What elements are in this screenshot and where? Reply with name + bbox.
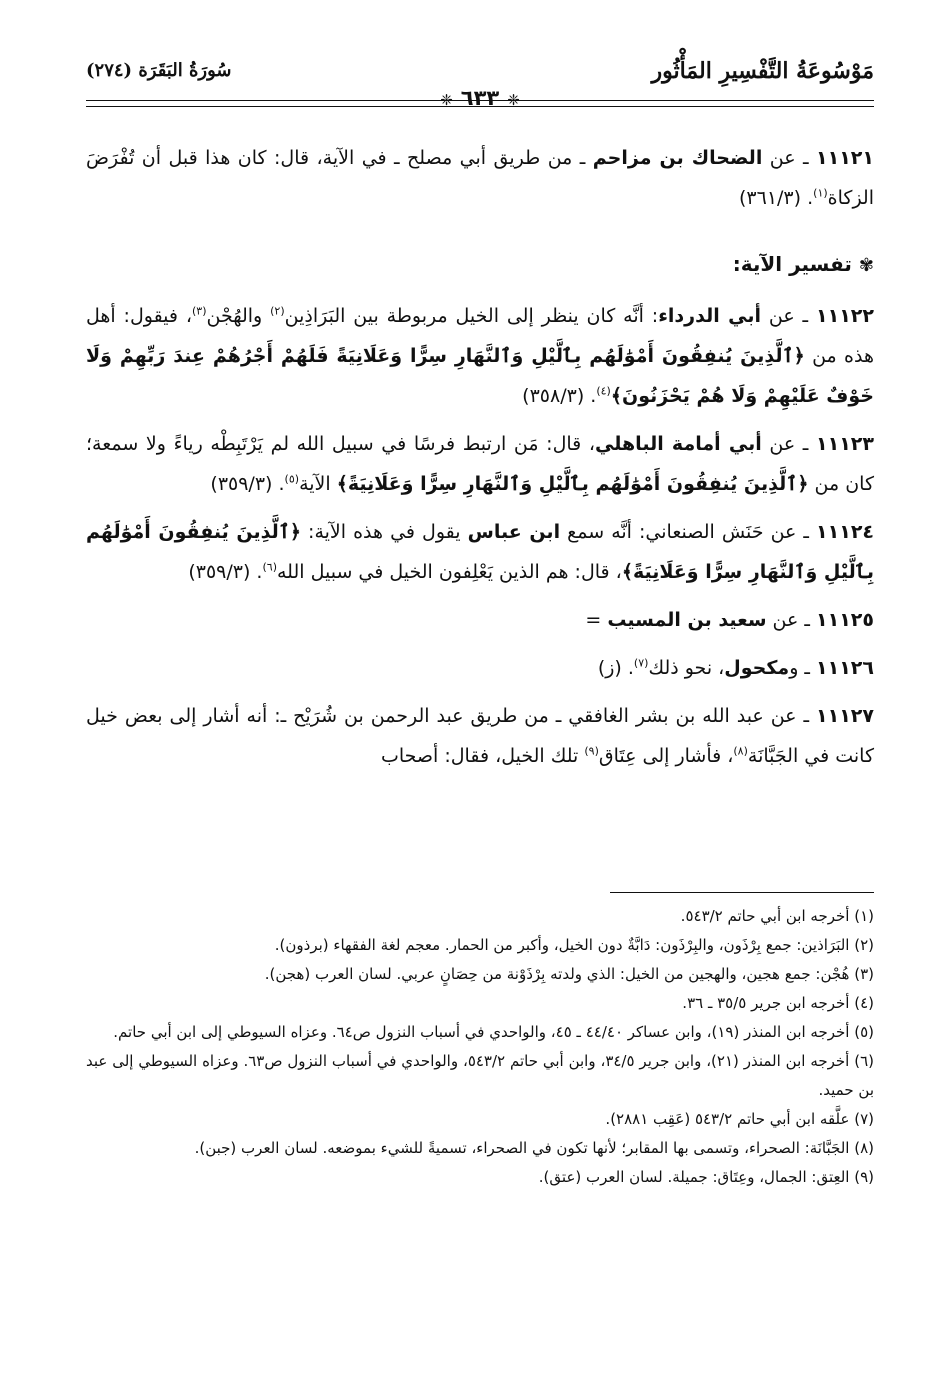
text-run: . (٣٥٩/٣): [188, 561, 263, 583]
text-run: . (٣٥٩/٣): [210, 473, 285, 495]
paragraph-11122: [86, 296, 874, 416]
text-run: يقول في هذه الآية:: [301, 521, 468, 543]
footnote-ref: (٣): [191, 304, 207, 318]
text-run: . (ز): [597, 657, 634, 679]
footnote-8: (٨) الجَبَّانَة: الصحراء، وتسمى بها المقابر؛ لأنها تكون في الصحراء، تسميةً للشيء بموضعه. لسان العرب (جبن).: [194, 1139, 874, 1157]
narrator-name: ابن عباس: [467, 521, 561, 543]
footnote-1: (١) أخرجه ابن أبي حاتم ٥٤٣/٢.: [680, 907, 874, 925]
text-run: . (٣٦١/٣): [738, 187, 814, 209]
ornament-icon: ❈: [440, 91, 453, 109]
footnote-ref: (٨): [733, 744, 748, 758]
text-run: ، قال: هم الذين يَعْلِفون الخيل في سبيل الله: [277, 561, 622, 583]
book-title: مَوْسُوعَةُ التَّفْسِيرِ المَأْثُور: [651, 58, 874, 84]
text-run: . (٣٥٨/٣): [522, 385, 597, 407]
ornament-icon: ❈: [507, 91, 520, 109]
heading-text: تفسير الآية:: [732, 252, 852, 276]
paragraph-number: ١١١٢٧: [816, 705, 874, 727]
footnote-6: (٦) أخرجه ابن المنذر (٢١)، وابن جرير ٣٤/٥، وابن أبي حاتم ٥٤٣/٢، والواحدي في أسباب النزول ص٦٣. وعزاه السيوطي إلى عبد بن حميد.: [86, 1052, 875, 1099]
flower-icon: ✾: [858, 255, 874, 276]
text-run: =: [585, 609, 608, 631]
running-header: [86, 58, 874, 110]
paragraph-11127: [86, 696, 874, 776]
paragraph-11125: [86, 600, 874, 640]
narrator-name: أبي الدرداء: [658, 305, 762, 327]
footnote-ref: (٥): [284, 472, 300, 486]
footnote-ref: (١): [813, 186, 828, 200]
paragraph-number: ١١١٢٤: [816, 521, 875, 543]
text-run: ـ عن: [761, 433, 816, 455]
footnotes: [86, 902, 874, 1192]
footnote-separator: [610, 892, 874, 893]
text-run: ، فأشار إلى عِتَاق: [598, 745, 734, 767]
text-run: ـ عن: [762, 147, 817, 169]
paragraph-number: ١١١٢١: [816, 147, 874, 169]
text-run: الآية: [299, 473, 337, 495]
text-run: ـ عن: [761, 305, 816, 327]
footnote-7: (٧) علَّقه ابن أبي حاتم ٥٤٣/٢ (عَقِب ٢٨٨١).: [605, 1110, 874, 1128]
footnote-ref: (٩): [584, 744, 599, 758]
paragraph-number: ١١١٢٣: [816, 433, 874, 455]
text-run: تلك الخيل، فقال: أصحاب: [380, 745, 585, 767]
text-run: ـ عن: [766, 609, 817, 631]
paragraph-number: ١١١٢٢: [816, 305, 874, 327]
text-run: ، نحو ذلك: [648, 657, 725, 679]
page-number: ٦٣٣: [460, 86, 500, 110]
section-heading: [86, 244, 874, 286]
paragraph-number: ١١١٢٥: [816, 609, 874, 631]
surah-name: سُورَةُ البَقَرَة (٢٧٤): [86, 60, 232, 81]
quran-verse: ﴿ٱلَّذِينَ يُنفِقُونَ أَمْوَٰلَهُم بِٱلَّيْلِ وَٱلنَّهَارِ سِرًّا وَعَلَانِيَةً﴾: [336, 473, 809, 495]
text-run: ـ عن عبد الله بن بشر الغافقي ـ من طريق عبد الرحمن بن شُرَيْح ـ: أنه أشار إلى بعض خيل كانت في الجَبَّانَة: [86, 705, 874, 767]
text-run: ـ و: [789, 657, 817, 679]
footnote-ref: (٧): [633, 656, 649, 670]
footnote-5: (٥) أخرجه ابن المنذر (١٩)، وابن عساكر ٤٤/٤٠ ـ ٤٥، والواحدي في أسباب النزول ص٦٤. وعزاه السيوطي إلى ابن أبي حاتم.: [113, 1023, 874, 1041]
text-run: ـ من طريق أبي مصلح ـ في الآية، قال: كان هذا قبل أن تُفْرَضَ الزكاة: [86, 147, 874, 209]
quran-verse: ﴿ٱلَّذِينَ يُنفِقُونَ أَمْوَٰلَهُم بِٱلَّيْلِ وَٱلنَّهَارِ سِرًّا وَعَلَانِيَةً فَلَهُمْ أَجْرُهُمْ عِندَ رَبِّهِمْ وَلَا خَوْفٌ عَلَيْهِمْ وَلَا هُمْ يَحْزَنُونَ﴾: [86, 345, 874, 407]
footnote-2: (٢) البَرَاذين: جمع بِرْذَون، والبِرْذَون: دَابَّةٌ دون الخيل، وأكبر من الحمار. معجم لغة الفقهاء (برذون).: [274, 936, 874, 954]
paragraph-11123: [86, 424, 874, 504]
narrator-name: أبي أمامة الباهلي: [595, 433, 762, 455]
header-rule: [86, 100, 874, 101]
paragraph-number: ١١١٢٦: [816, 657, 874, 679]
narrator-name: سعيد بن المسيب: [607, 609, 767, 631]
footnote-ref: (٦): [262, 560, 277, 574]
text-run: : أنَّه كان ينظر إلى الخيل مربوطة بين البَرَاذِين: [284, 305, 659, 327]
narrator-name: مكحول: [724, 657, 790, 679]
text-run: والهُجْن: [206, 305, 271, 327]
footnote-3: (٣) هُجْن: جمع هجين، والهجين من الخيل: الذي ولدته بِرْذَوْنة من حِصَانٍ عربي. لسان العرب (هجن).: [264, 965, 874, 983]
paragraph-11121: [86, 138, 874, 218]
footnote-9: (٩) العِتق: الجمال، وعِتَاق: جميلة. لسان العرب (عتق).: [538, 1168, 874, 1186]
quran-verse: ﴿ٱلَّذِينَ يُنفِقُونَ أَمْوَٰلَهُم بِٱلَّيْلِ وَٱلنَّهَارِ سِرًّا وَعَلَانِيَةً﴾: [86, 521, 874, 583]
footnote-4: (٤) أخرجه ابن جرير ٣٥/٥ ـ ٣٦.: [682, 994, 874, 1012]
header-rule: [86, 106, 874, 107]
narrator-name: الضحاك بن مزاحم: [592, 147, 763, 169]
paragraph-11126: [86, 648, 874, 688]
footnote-ref: (٤): [596, 384, 611, 398]
text-run: ـ عن حَنَش الصنعاني: أنَّه سمع: [560, 521, 817, 543]
text-run: ، قال: مَن ارتبط فرسًا في سبيل الله لم يَرْتَبِطْه رياءً ولا سمعة؛ كان من: [86, 433, 874, 495]
footnote-ref: (٢): [270, 304, 285, 318]
paragraph-11124: [86, 512, 874, 592]
main-text: [86, 138, 874, 784]
text-run: ، فيقول: أهل هذه من: [86, 305, 874, 367]
